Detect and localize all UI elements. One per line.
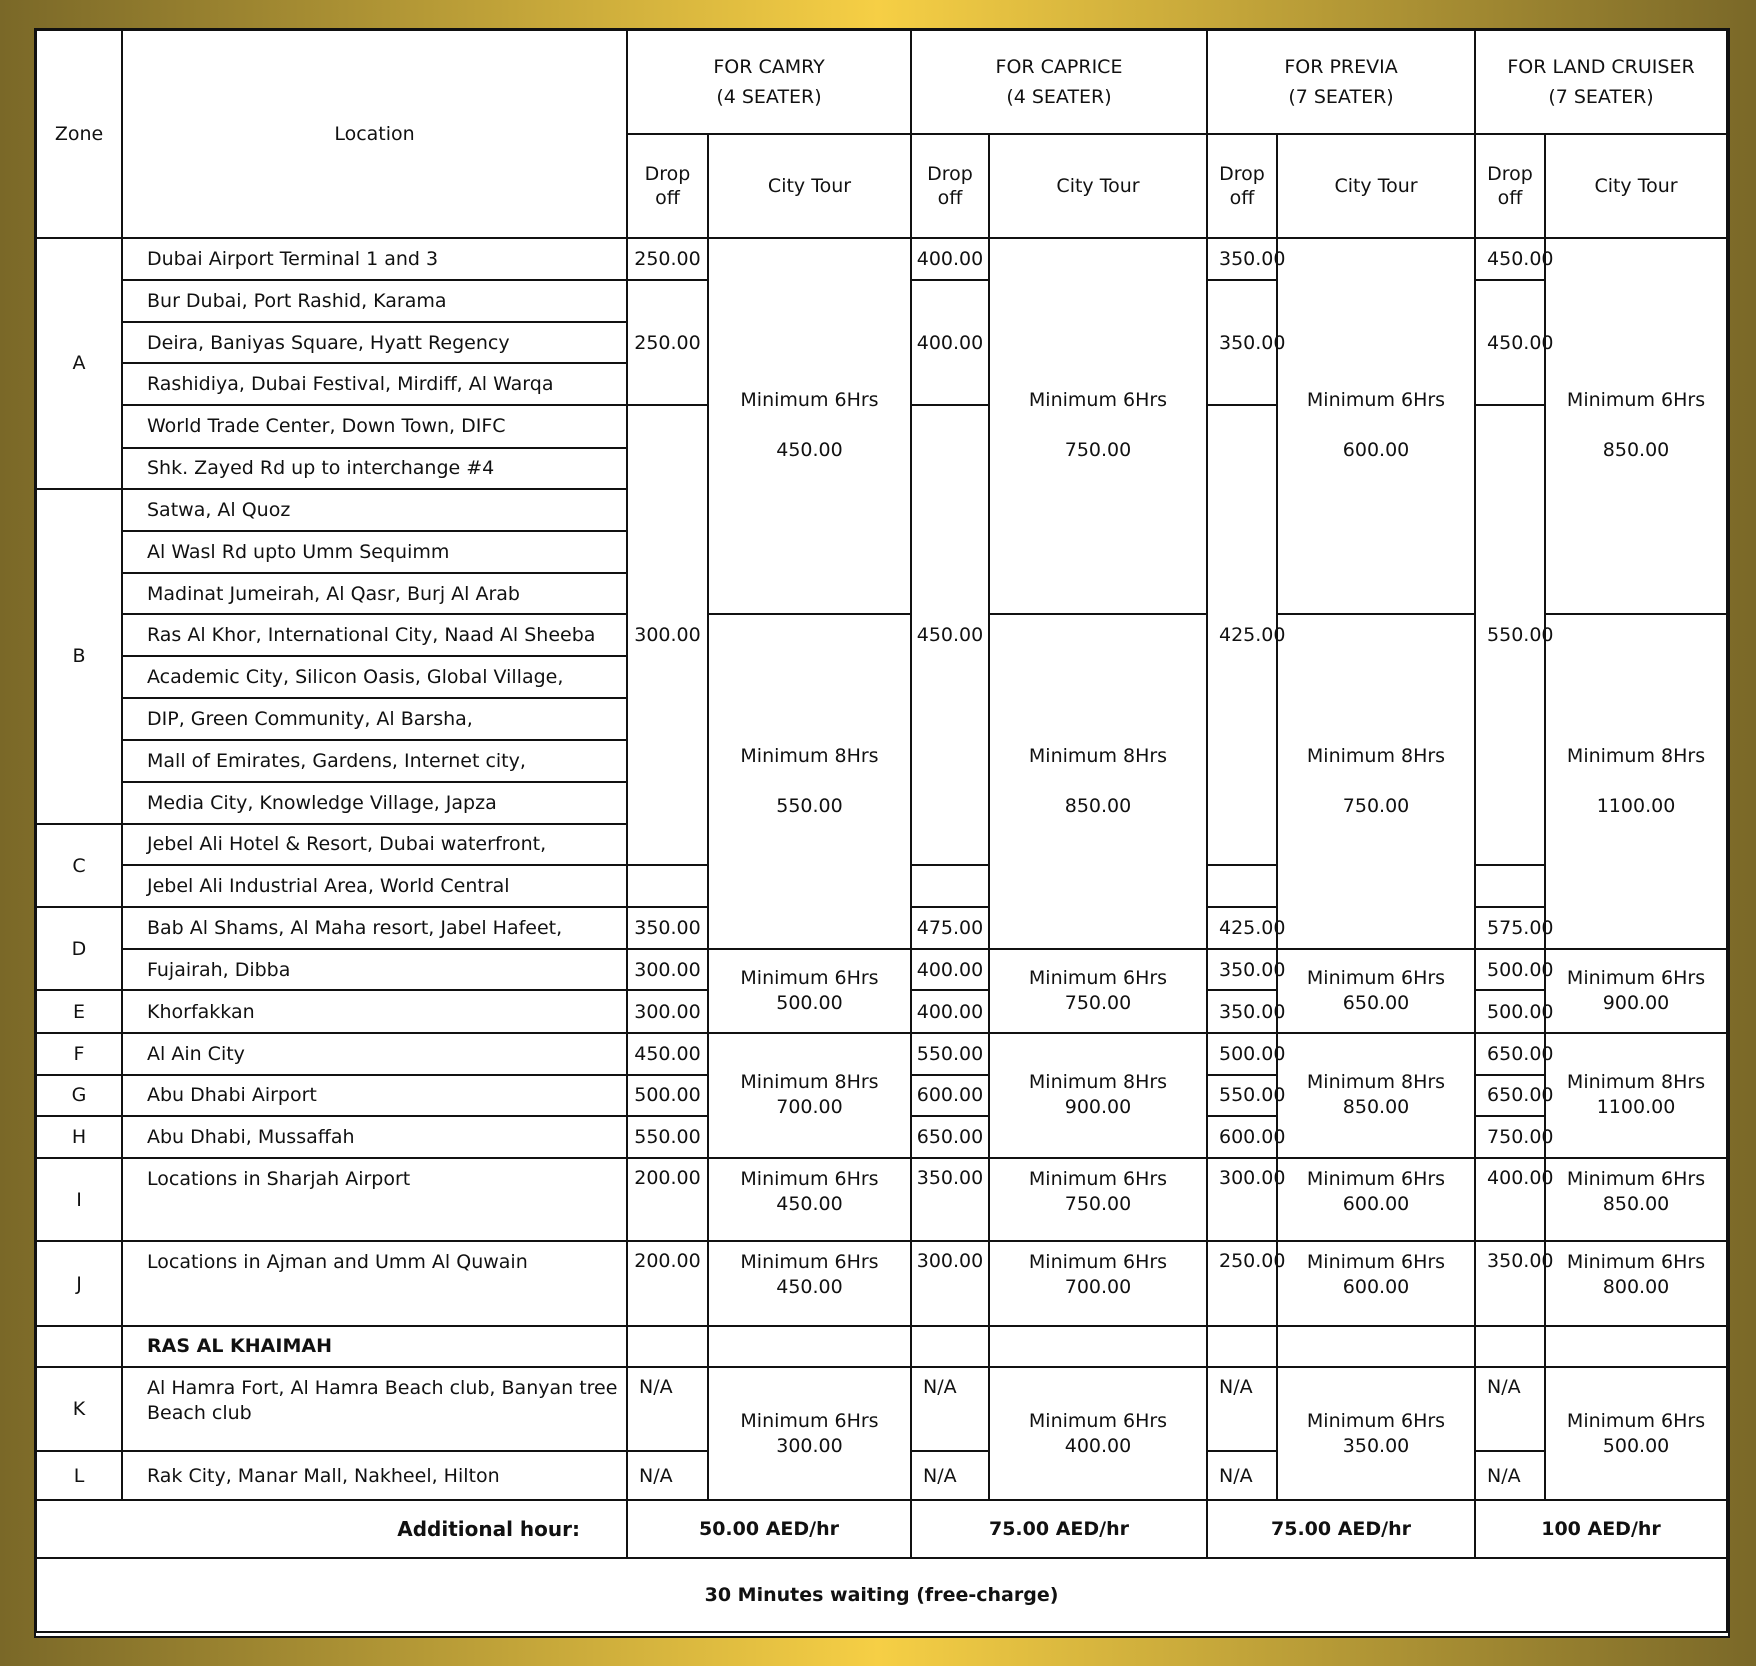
drop-off-header: Drop off xyxy=(1475,134,1545,237)
zone-cell: G xyxy=(36,1075,122,1116)
city-tour-header: City Tour xyxy=(1277,134,1475,237)
location-cell: Madinat Jumeirah, Al Qasr, Burj Al Arab xyxy=(122,573,627,614)
drop-price: 350.00 xyxy=(1475,1241,1545,1325)
location-cell: Jebel Ali Hotel & Resort, Dubai waterfront, xyxy=(122,824,627,865)
drop-price: N/A xyxy=(1207,1451,1277,1500)
drop-price: 400.00 xyxy=(1475,1158,1545,1241)
tour-price: Minimum 6Hrs 600.00 xyxy=(1277,1158,1475,1241)
zone-cell: C xyxy=(36,824,122,907)
drop-price: 450.00 xyxy=(627,1033,708,1075)
tour-price: Minimum 8Hrs 1100.00 xyxy=(1545,614,1727,949)
zone-cell: D xyxy=(36,907,122,990)
location-cell: Shk. Zayed Rd up to interchange #4 xyxy=(122,448,627,489)
drop-price: N/A xyxy=(911,1367,989,1451)
drop-price: 550.00 xyxy=(911,1033,989,1075)
drop-price: N/A xyxy=(911,1451,989,1500)
tour-price: Minimum 8Hrs 1100.00 xyxy=(1545,1033,1727,1158)
location-cell: Al Wasl Rd upto Umm Sequimm xyxy=(122,531,627,573)
tour-price: Minimum 6Hrs 850.00 xyxy=(1545,1158,1727,1241)
location-cell: Abu Dhabi, Mussaffah xyxy=(122,1116,627,1158)
location-cell: Al Ain City xyxy=(122,1033,627,1075)
drop-price: 350.00 xyxy=(1207,238,1277,280)
drop-price: 400.00 xyxy=(911,949,989,990)
vehicle-header-caprice: FOR CAPRICE (4 SEATER) xyxy=(911,30,1207,134)
location-cell: Jebel Ali Industrial Area, World Central xyxy=(122,865,627,907)
zone-cell xyxy=(36,1326,122,1367)
zone-cell: F xyxy=(36,1033,122,1075)
waiting-note: 30 Minutes waiting (free-charge) xyxy=(36,1558,1727,1632)
additional-hour-rate: 75.00 AED/hr xyxy=(1207,1500,1475,1557)
drop-price: 200.00 xyxy=(627,1158,708,1241)
rates-table xyxy=(35,29,1728,1633)
drop-price: 500.00 xyxy=(627,1075,708,1116)
drop-price: 425.00 xyxy=(1207,907,1277,949)
empty-cell xyxy=(1207,1326,1277,1367)
location-cell: Ras Al Khor, International City, Naad Al Sheeba xyxy=(122,614,627,656)
drop-price: 475.00 xyxy=(911,907,989,949)
drop-price: 400.00 xyxy=(911,990,989,1032)
drop-off-header: Drop off xyxy=(627,134,708,237)
tour-price: Minimum 6Hrs 600.00 xyxy=(1277,1241,1475,1325)
tour-price: Minimum 8Hrs 900.00 xyxy=(989,1033,1207,1158)
location-cell: DIP, Green Community, Al Barsha, xyxy=(122,698,627,739)
tour-price: Minimum 6Hrs 750.00 xyxy=(989,949,1207,1032)
drop-price: 400.00 xyxy=(911,280,989,405)
empty-cell xyxy=(911,1326,989,1367)
location-cell: Deira, Baniyas Square, Hyatt Regency xyxy=(122,322,627,363)
drop-price: 750.00 xyxy=(1475,1116,1545,1158)
location-cell: Locations in Sharjah Airport xyxy=(122,1158,627,1241)
drop-price: N/A xyxy=(1207,1367,1277,1451)
location-cell: Rak City, Manar Mall, Nakheel, Hilton xyxy=(122,1451,627,1500)
tour-price: Minimum 6Hrs 650.00 xyxy=(1277,949,1475,1032)
vehicle-header-previa: FOR PREVIA (7 SEATER) xyxy=(1207,30,1475,134)
zone-cell: I xyxy=(36,1158,122,1241)
drop-price: 300.00 xyxy=(911,1241,989,1325)
drop-price: 500.00 xyxy=(1475,990,1545,1032)
drop-price: 300.00 xyxy=(627,990,708,1032)
drop-price: 350.00 xyxy=(911,1158,989,1241)
location-cell: Fujairah, Dibba xyxy=(122,949,627,990)
tour-price: Minimum 6Hrs 450.00 xyxy=(708,1241,911,1325)
tour-price: Minimum 6Hrs 400.00 xyxy=(989,1367,1207,1500)
tour-price: Minimum 6Hrs 750.00 xyxy=(989,1158,1207,1241)
drop-price: 350.00 xyxy=(1207,990,1277,1032)
zone-cell: L xyxy=(36,1451,122,1500)
tour-price: Minimum 8Hrs 850.00 xyxy=(989,614,1207,949)
tour-price: Minimum 8Hrs 850.00 xyxy=(1277,1033,1475,1158)
zone-cell: A xyxy=(36,238,122,489)
zone-cell: K xyxy=(36,1367,122,1451)
tour-price: Minimum 8Hrs 700.00 xyxy=(708,1033,911,1158)
empty-cell xyxy=(708,1326,911,1367)
zone-cell: E xyxy=(36,990,122,1032)
city-tour-header: City Tour xyxy=(989,134,1207,237)
drop-price: 300.00 xyxy=(1207,1158,1277,1241)
additional-hour-label: Additional hour: xyxy=(36,1500,627,1557)
drop-price: N/A xyxy=(1475,1367,1545,1451)
drop-price: N/A xyxy=(627,1367,708,1451)
drop-price: 650.00 xyxy=(911,1116,989,1158)
zone-header: Zone xyxy=(36,30,122,238)
drop-price: 550.00 xyxy=(1207,1075,1277,1116)
drop-price: 400.00 xyxy=(911,238,989,280)
tour-price: Minimum 6Hrs 850.00 xyxy=(1545,238,1727,614)
drop-price: 350.00 xyxy=(627,907,708,949)
tour-price: Minimum 8Hrs 750.00 xyxy=(1277,614,1475,949)
drop-price: 250.00 xyxy=(627,280,708,405)
drop-price: 550.00 xyxy=(1475,405,1545,865)
drop-price: 300.00 xyxy=(627,949,708,990)
tour-price: Minimum 6Hrs 350.00 xyxy=(1277,1367,1475,1500)
tour-price: Minimum 6Hrs 450.00 xyxy=(708,1158,911,1241)
drop-price: 300.00 xyxy=(627,405,708,865)
drop-price: 650.00 xyxy=(1475,1033,1545,1075)
tour-price: Minimum 6Hrs 450.00 xyxy=(708,238,911,614)
drop-price: 500.00 xyxy=(1475,949,1545,990)
additional-hour-rate: 50.00 AED/hr xyxy=(627,1500,911,1557)
empty-cell xyxy=(1277,1326,1475,1367)
drop-off-header: Drop off xyxy=(1207,134,1277,237)
drop-price: 250.00 xyxy=(1207,1241,1277,1325)
section-heading: RAS AL KHAIMAH xyxy=(122,1326,627,1367)
location-cell: Khorfakkan xyxy=(122,990,627,1032)
location-cell: Media City, Knowledge Village, Japza xyxy=(122,782,627,824)
drop-off-header: Drop off xyxy=(911,134,989,237)
drop-price: 500.00 xyxy=(1207,1033,1277,1075)
additional-hour-rate: 75.00 AED/hr xyxy=(911,1500,1207,1557)
location-cell: World Trade Center, Down Town, DIFC xyxy=(122,405,627,447)
tour-price: Minimum 6Hrs 900.00 xyxy=(1545,949,1727,1032)
vehicle-header-camry: FOR CAMRY (4 SEATER) xyxy=(627,30,911,134)
drop-price: N/A xyxy=(627,1451,708,1500)
drop-price: 350.00 xyxy=(1207,949,1277,990)
tour-price: Minimum 6Hrs 600.00 xyxy=(1277,238,1475,614)
location-cell: Locations in Ajman and Umm Al Quwain xyxy=(122,1241,627,1325)
drop-price: 575.00 xyxy=(1475,907,1545,949)
drop-price: 250.00 xyxy=(627,238,708,280)
empty-cell xyxy=(989,1326,1207,1367)
drop-price: 600.00 xyxy=(1207,1116,1277,1158)
tour-price: Minimum 6Hrs 800.00 xyxy=(1545,1241,1727,1325)
city-tour-header: City Tour xyxy=(708,134,911,237)
location-cell: Academic City, Silicon Oasis, Global Village, xyxy=(122,656,627,698)
tour-price: Minimum 6Hrs 500.00 xyxy=(1545,1367,1727,1500)
tour-price: Minimum 8Hrs 550.00 xyxy=(708,614,911,949)
zone-cell: H xyxy=(36,1116,122,1158)
tour-price: Minimum 6Hrs 500.00 xyxy=(708,949,911,1032)
tour-price: Minimum 6Hrs 300.00 xyxy=(708,1367,911,1500)
location-header: Location xyxy=(122,30,627,238)
drop-price: 650.00 xyxy=(1475,1075,1545,1116)
additional-hour-rate: 100 AED/hr xyxy=(1475,1500,1727,1557)
drop-price: 450.00 xyxy=(1475,238,1545,280)
empty-cell xyxy=(627,1326,708,1367)
location-cell: Bur Dubai, Port Rashid, Karama xyxy=(122,280,627,322)
tour-price: Minimum 6Hrs 700.00 xyxy=(989,1241,1207,1325)
drop-price: 350.00 xyxy=(1207,280,1277,405)
location-cell: Bab Al Shams, Al Maha resort, Jabel Hafeet, xyxy=(122,907,627,949)
city-tour-header: City Tour xyxy=(1545,134,1727,237)
drop-price: 425.00 xyxy=(1207,405,1277,865)
zone-cell: B xyxy=(36,489,122,824)
location-cell: Abu Dhabi Airport xyxy=(122,1075,627,1116)
drop-price: N/A xyxy=(1475,1451,1545,1500)
drop-price: 550.00 xyxy=(627,1116,708,1158)
drop-price: 200.00 xyxy=(627,1241,708,1325)
vehicle-header-land-cruiser: FOR LAND CRUISER (7 SEATER) xyxy=(1475,30,1727,134)
location-cell: Al Hamra Fort, Al Hamra Beach club, Banyan tree Beach club xyxy=(122,1367,627,1451)
drop-price: 600.00 xyxy=(911,1075,989,1116)
empty-cell xyxy=(1545,1326,1727,1367)
location-cell: Dubai Airport Terminal 1 and 3 xyxy=(122,238,627,280)
location-cell: Rashidiya, Dubai Festival, Mirdiff, Al Warqa xyxy=(122,363,627,405)
zone-cell: J xyxy=(36,1241,122,1325)
location-cell: Satwa, Al Quoz xyxy=(122,489,627,531)
drop-price: 450.00 xyxy=(911,405,989,865)
empty-cell xyxy=(1475,1326,1545,1367)
drop-price: 450.00 xyxy=(1475,280,1545,405)
tour-price: Minimum 6Hrs 750.00 xyxy=(989,238,1207,614)
location-cell: Mall of Emirates, Gardens, Internet city, xyxy=(122,740,627,782)
